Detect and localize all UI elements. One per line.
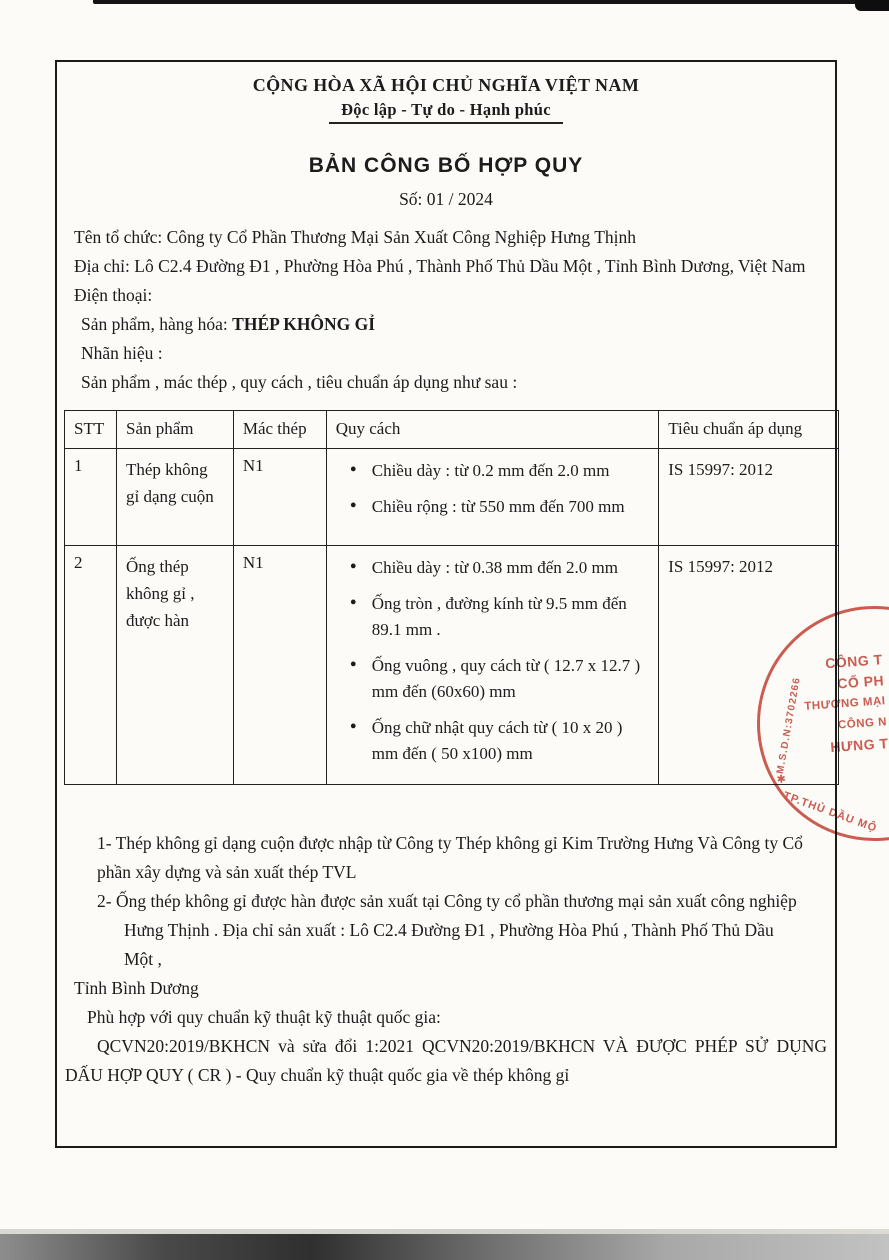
- source-notes: [97, 829, 807, 974]
- stamp-line: CỔ PH: [836, 672, 885, 692]
- cell-stt: 1: [65, 449, 117, 546]
- stamp-star-icon: ✱: [776, 773, 787, 786]
- stamp-line: THƯƠNG MẠI: [804, 695, 886, 713]
- note-2: 2- Ống thép không gỉ được hàn được sản xuất tại Công ty cổ phần thương mại sản xuất công nghiệp Hưng Thịnh . Địa chỉ sản xuất : Lô C2.4 Đường Đ1 , Phường Hòa Phú , Thành Phố Thủ Dầu Một ,: [97, 891, 797, 969]
- scan-artifact-top: [93, 0, 889, 4]
- col-header-tieu-chuan: Tiêu chuẩn áp dụng: [659, 411, 839, 449]
- product-label: Sản phẩm, hàng hóa:: [81, 314, 233, 334]
- org-address-line: Địa chỉ: Lô C2.4 Đường Đ1 , Phường Hòa Phú , Thành Phố Thủ Dầu Một , Tỉnh Bình Dương, Việt Nam: [74, 256, 806, 276]
- document-border-frame: [55, 60, 837, 1148]
- quy-cach-item: • Chiều rộng : từ 550 mm đến 700 mm: [348, 494, 649, 520]
- quy-cach-item: • Ống chữ nhật quy cách từ ( 10 x 20 ) mm đến ( 50 x100) mm: [348, 715, 649, 767]
- cell-san-pham: Thép không gỉ dạng cuộn: [116, 449, 233, 546]
- col-header-mac-thep: Mác thép: [233, 411, 326, 449]
- stamp-line: CÔNG N: [837, 716, 888, 732]
- product-line: [81, 310, 819, 339]
- stamp-registration-number: M.S.D.N:3702266: [774, 676, 803, 775]
- document-title: BẢN CÔNG BỐ HỢP QUY: [308, 154, 584, 177]
- quy-cach-item: • Chiều dày : từ 0.38 mm đến 2.0 mm: [348, 555, 649, 581]
- table-header-row: [65, 411, 839, 449]
- national-motto-line1: CỘNG HÒA XÃ HỘI CHỦ NGHĨA VIỆT NAM: [252, 75, 640, 95]
- cell-mac-thep: N1: [233, 546, 326, 785]
- company-stamp: [749, 598, 889, 849]
- document-number: Số: 01 / 2024: [399, 189, 493, 209]
- org-name-line: Tên tổ chức: Công ty Cổ Phần Thương Mại Sản Xuất Công Nghiệp Hưng Thịnh: [74, 227, 637, 247]
- quy-cach-item: • Ống tròn , đường kính từ 9.5 mm đến 89.1 mm .: [348, 591, 649, 643]
- national-motto-line2: Độc lập - Tự do - Hạnh phúc: [329, 100, 563, 124]
- table-row: [65, 546, 839, 785]
- organization-info: [74, 223, 819, 397]
- cell-quy-cach: [326, 546, 658, 785]
- table-row: [65, 449, 839, 546]
- product-spec-table: [64, 410, 839, 785]
- col-header-quy-cach: Quy cách: [326, 411, 658, 449]
- org-phone-line: Điện thoại:: [74, 285, 153, 305]
- col-header-stt: STT: [65, 411, 117, 449]
- standard-reference-line: QCVN20:2019/BKHCN và sửa đổi 1:2021 QCVN20:2019/BKHCN VÀ ĐƯỢC PHÉP SỬ DỤNG DẤU HỢP QUY ( CR ) - Quy chuẩn kỹ thuật quốc gia về thép không gỉ: [65, 1036, 827, 1085]
- product-value: THÉP KHÔNG GỈ: [232, 314, 376, 334]
- brand-line: Nhãn hiệu :: [81, 343, 163, 363]
- scan-artifact-bottom: [0, 1234, 889, 1260]
- note-1: 1- Thép không gỉ dạng cuộn được nhập từ Công ty Thép không gỉ Kim Trường Hưng Và Công ty Cổ phần xây dựng và sản xuất thép TVL: [97, 833, 803, 882]
- stamp-company-name: [752, 649, 889, 763]
- cell-tieu-chuan: IS 15997: 2012: [659, 546, 839, 785]
- scan-artifact-top-corner: [855, 0, 889, 11]
- stamp-line: CÔNG T: [824, 651, 884, 672]
- cell-tieu-chuan: IS 15997: 2012: [659, 449, 839, 546]
- quy-cach-item: • Chiều dày : từ 0.2 mm đến 2.0 mm: [348, 458, 649, 484]
- stamp-city-text: TP.THỦ DẦU MỘ: [781, 789, 879, 835]
- stamp-line: HƯNG T: [829, 735, 889, 756]
- cell-mac-thep: N1: [233, 449, 326, 546]
- cell-stt: 2: [65, 546, 117, 785]
- col-header-san-pham: Sản phẩm: [116, 411, 233, 449]
- conformity-line: Phù hợp với quy chuẩn kỹ thuật kỹ thuật quốc gia:: [87, 1007, 441, 1027]
- cell-quy-cach: [326, 449, 658, 546]
- table-intro-line: Sản phẩm , mác thép , quy cách , tiêu chuẩn áp dụng như sau :: [81, 372, 518, 392]
- quy-cach-item: • Ống vuông , quy cách từ ( 12.7 x 12.7 ) mm đến (60x60) mm: [348, 653, 649, 705]
- province-line: Tỉnh Bình Dương: [74, 978, 199, 998]
- cell-san-pham: Ống thép không gỉ , được hàn: [116, 546, 233, 785]
